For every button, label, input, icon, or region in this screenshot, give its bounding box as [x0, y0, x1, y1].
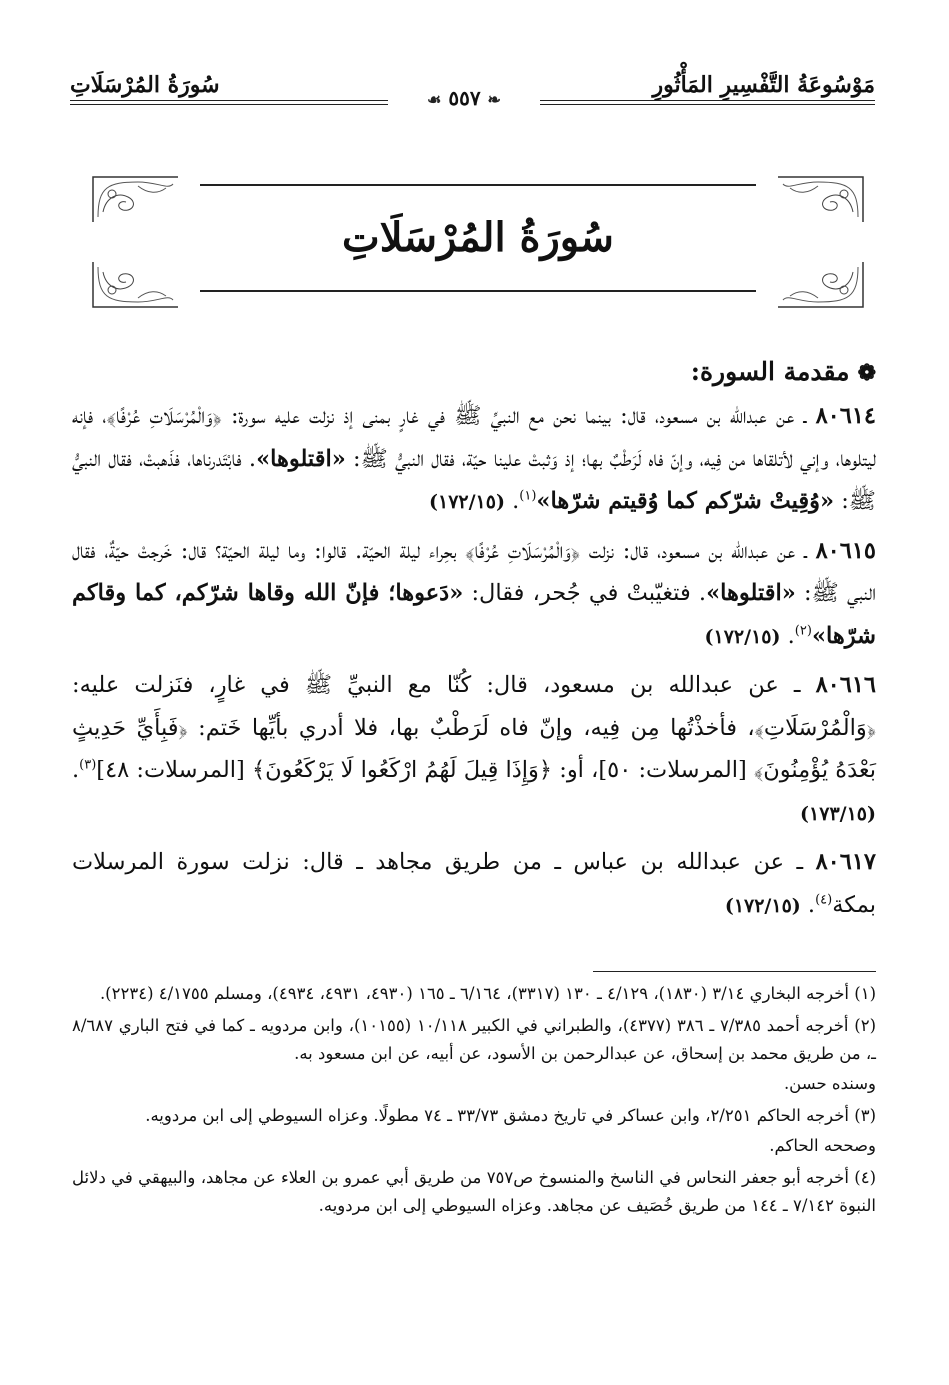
narration: ٨٠٦١٤ ـ عن عبدالله بن مسعود، قال: بينما نحن مع النبيِّ ﷺ في غارٍ بمنى إذ نزلت عليه سورة: ﴿وَالْمُرْسَلَاتِ عُرْفًا﴾، فإنه ليتلوها، وإني لأتلقاها من فِيه، وإنّ فاه لَرَطْبٌ بها؛ إذ وَثبتْ علينا حيّة، فقال النبيُّ ﷺ: «اقتلوها». فابْتَدرناها، فذَهبتْ، فقال النبيُّ ﷺ: «وُقِيتْ شرّكم كما وُقيتم شرّها»$^{(١)}$. (١٧٢/١٥)	[72, 403, 876, 514]
narration-text: . فابْتَدرناها، فذَهبتْ، فقال النبيُّ ﷺ:	[72, 445, 876, 514]
footnote: (٤) أخرجه أبو جعفر النحاس في الناسخ والمنسوخ ص٧٥٧ من طريق أبي عمرو بن العلاء عن مجاهد، والبيهقي في دلائل النبوة ٧/١٤٢ ـ ١٤٤ من طريق خُصَيف عن مجاهد. وعزاه السيوطي إلى ابن مردويه.	[72, 1168, 877, 1215]
narration-text: بحِراء ليلة الحيّة. قالوا: وما ليلة الحيّة؟ قال: خَرجتْ حيّةٌ، فقال النبي ﷺ:	[72, 537, 876, 606]
page-number-group	[388, 86, 540, 110]
quran-verse: ﴿وَإِذَا قِيلَ لَهُمُ ارْكَعُوا لَا يَرْكَعُونَ﴾	[251, 757, 553, 783]
section-heading	[72, 352, 876, 393]
frame-rule	[200, 184, 756, 186]
narration-text: [المرسلات: ٥٠]، أو:	[552, 757, 754, 783]
narration-text: ـ عن عبدالله بن عباس ـ من طريق مجاهد ـ قال: نزلت سورة المرسلات بمكة	[72, 849, 876, 918]
footnote: (٢) أخرجه أحمد ٧/٣٨٥ ـ ٣٨٦ (٤٣٧٧)، والطبراني في الكبير ١٠/١١٨ (١٠١٥٥)، وابن مردويه ـ كما في فتح الباري ٨/٦٨٧ ـ، من طريق محمد بن إسحاق، عن عبدالرحمن بن الأسود، عن أبيه، عن ابن مسعود به.	[72, 1016, 877, 1063]
narration-number: ٨٠٦١٧	[815, 849, 876, 875]
prophet-saying: «اقتلوها»	[706, 580, 796, 606]
quran-verse: ﴿وَالْمُرْسَلَاتِ عُرْفًا﴾	[465, 537, 581, 564]
ornament-icon: ☙	[427, 90, 442, 109]
main-text	[72, 352, 876, 933]
volume-reference: (١٧٢/١٥)	[704, 625, 781, 648]
narration: ٨٠٦١٥ ـ عن عبدالله بن مسعود، قال: نزلت ﴿وَالْمُرْسَلَاتِ عُرْفًا﴾ بحِراء ليلة الحيّة. قالوا: وما ليلة الحيّة؟ قال: خَرجتْ حيّةٌ، فقال النبي ﷺ: «اقتلوها». فتغيّبتْ في جُحر، فقال: «دَعوها؛ فإنّ الله وقاها شرّكم، كما وقاكم شرّها»$^{(٢)}$. (١٧٢/١٥)	[72, 537, 876, 649]
header-rule	[540, 104, 875, 105]
surah-title: سُورَةُ المُرْسَلَاتِ	[342, 214, 614, 261]
running-header	[70, 70, 875, 120]
footnote-marker: (٤)	[815, 892, 833, 907]
narration-text: ـ عن عبدالله بن مسعود، قال: كُنّا مع النبيِّ ﷺ في غارٍ، فنَزلت عليه:	[72, 672, 816, 698]
narration: ٨٠٦١٧ ـ عن عبدالله بن عباس ـ من طريق مجاهد ـ قال: نزلت سورة المرسلات بمكة$^{(٤)}$. (١٧٢/١٥)	[72, 849, 876, 918]
header-rule	[70, 100, 388, 101]
narration-text: [المرسلات: ٤٨]	[96, 757, 252, 783]
corner-ornament-icon	[773, 257, 868, 312]
narration-text: ، فإنه ليتلوها، وإني لأتلقاها من فِيه، وإنّ فاه لَرَطْبٌ بها؛ إذ وَثبتْ علينا حيّة، فقال النبيُّ ﷺ:	[72, 403, 876, 472]
volume-reference: (١٧٢/١٥)	[724, 894, 801, 917]
narration-number: ٨٠٦١٤	[815, 403, 876, 429]
page-number: ٥٥٧	[448, 86, 481, 110]
corner-ornament-icon	[88, 257, 183, 312]
header-rule	[540, 100, 875, 101]
narration: ٨٠٦١٦ ـ عن عبدالله بن مسعود، قال: كُنّا مع النبيِّ ﷺ في غارٍ، فنَزلت عليه: ﴿وَالْمُرْسَلَاتِ﴾، فأخذْتُها مِن فِيه، وإنّ فاه لَرَطْبٌ بها، فلا أدري بأيِّها خَتم: ﴿فَبِأَيِّ حَدِيثٍ بَعْدَهُ يُؤْمِنُونَ﴾ [المرسلات: ٥٠]، أو: ﴿وَإِذَا قِيلَ لَهُمُ ارْكَعُوا لَا يَرْكَعُونَ﴾ [المرسلات: ٤٨]$^{(٣)}$. (١٧٣/١٥)	[72, 672, 877, 825]
footnote: (٣) أخرجه الحاكم ٢/٢٥١، وابن عساكر في تاريخ دمشق ٣٣/٧٣ ـ ٧٤ مطولًا. وعزاه السيوطي إلى ابن مردويه.	[145, 1106, 876, 1125]
narration-text: ، فأخذْتُها مِن فِيه، وإنّ فاه لَرَطْبٌ بها، فلا أدري بأيِّها خَتم:	[187, 714, 755, 741]
prophet-saying: «اقتلوها»	[256, 445, 346, 472]
footnote-note: وصححه الحاكم.	[769, 1136, 876, 1155]
quran-verse: ﴿وَالْمُرْسَلَاتِ عُرْفًا﴾	[106, 403, 222, 429]
narration-text: ـ عن عبدالله بن مسعود، قال: نزلت	[580, 537, 816, 564]
narration-number: ٨٠٦١٥	[815, 537, 876, 564]
footnote-divider	[593, 971, 876, 972]
quran-verse: ﴿وَالْمُرْسَلَاتِ﴾	[754, 714, 876, 741]
header-rule	[70, 104, 388, 105]
prophet-saying: «وُقِيتْ شرّكم كما وُقيتم شرّها»	[536, 488, 835, 514]
narration-text: . فتغيّبتْ في جُحر، فقال:	[463, 580, 707, 606]
flower-icon: ❁	[857, 360, 876, 386]
quran-verse: ﴿فَبِأَيِّ حَدِيثٍ بَعْدَهُ يُؤْمِنُونَ﴾	[72, 714, 877, 783]
narration-text: ـ عن عبدالله بن مسعود، قال: بينما نحن مع النبيِّ ﷺ في غارٍ بمنى إذ نزلت عليه سورة:	[221, 403, 816, 429]
surah-title-frame	[88, 172, 868, 312]
footnote-marker: (٢)	[794, 623, 812, 638]
prophet-saying: «دَعوها؛ فإنّ الله وقاها شرّكم، كما وقاكم شرّها»	[72, 580, 876, 649]
frame-rule	[200, 290, 756, 292]
footnote-marker: (٣)	[79, 757, 97, 773]
volume-reference: (١٧٢/١٥)	[429, 491, 505, 513]
book-title: مَوْسُوعَةُ التَّفْسِيرِ المَأْثُورِ	[652, 72, 875, 98]
narration-number: ٨٠٦١٦	[815, 672, 876, 698]
footnote-note: وسنده حسن.	[783, 1074, 876, 1093]
footnote-marker: (١)	[519, 488, 537, 504]
volume-reference: (١٧٣/١٥)	[800, 802, 876, 825]
ornament-icon: ❧	[487, 90, 501, 109]
footnote: (١) أخرجه البخاري ٣/١٤ (١٨٣٠)، ٤/١٢٩ ـ ١٣٠ (٣٣١٧)، ٦/١٦٤ ـ ١٦٥ (٤٩٣٠، ٤٩٣١، ٤٩٣٤)، ومسلم ٤/١٧٥٥ (٢٢٣٤).	[99, 984, 876, 1003]
running-surah-name: سُورَةُ المُرْسَلَاتِ	[70, 72, 220, 98]
section-heading-text: مقدمة السورة:	[690, 357, 850, 386]
footnotes	[72, 980, 876, 1224]
